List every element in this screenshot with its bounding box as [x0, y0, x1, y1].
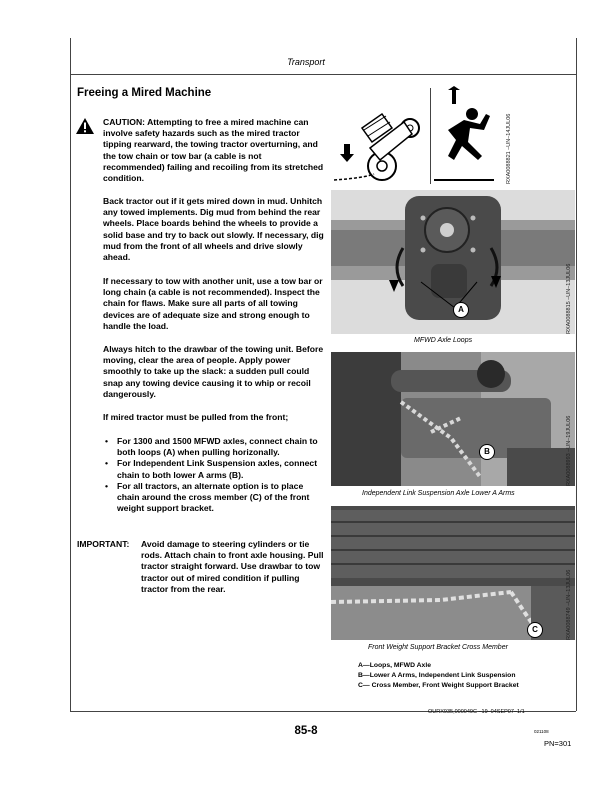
- frame-line-left-top: [70, 38, 71, 74]
- mfwd-axle-photo: [331, 190, 575, 334]
- frame-line-right-top: [576, 38, 577, 74]
- paragraph-hitch: Always hitch to the drawbar of the towing unit. Before moving, clear the area of people. Apply power smoothly to take up the slack: a sudden pull could snap any towing device causing it to whip or recoil dangerously.: [103, 344, 324, 399]
- caution-text: Attempting to free a mired machine can involve safety hazards such as the mired tractor tipping rearward, the towing tractor overturning, and the tow chain or tow bar (a cable is not recommended) failing and recoiling from its stretched condition.: [103, 117, 324, 184]
- figure-caption-bracket: Front Weight Support Bracket Cross Member: [368, 644, 508, 651]
- tipping-tractor-illustration: [334, 88, 430, 184]
- figure-legend: [358, 661, 519, 691]
- frame-line-right: [576, 74, 577, 711]
- marker-a: A: [453, 302, 469, 318]
- frame-line-left: [70, 74, 71, 711]
- list-item: • For all tractors, an alternate option is to place chain around the cross member (C) of the front weight support bracket.: [103, 481, 327, 515]
- figure-caption-ils: Independent Link Suspension Axle Lower A Arms: [362, 490, 515, 497]
- figure-code: RXA0088815 –UN–13JUL06: [566, 263, 572, 334]
- important-label: IMPORTANT:: [77, 539, 130, 549]
- list-item: • For Independent Link Suspension axles, connect chain to both lower A arms (B).: [103, 458, 327, 480]
- bullet-list: [103, 436, 327, 514]
- important-text: Avoid damage to steering cylinders or tie rods. Attach chain to front axle housing. Pull tractor straight forward. Use drawbar to tow tractor out of mired condition if pulling tractor from the rear.: [141, 539, 324, 594]
- caution-label: CAUTION:: [103, 117, 146, 127]
- pn-number: PN=301: [544, 739, 572, 748]
- legend-item: B—Lower A Arms, Independent Link Suspension: [358, 672, 516, 679]
- page-header-title: Transport: [287, 57, 325, 67]
- figure-code: RXA0088821 –UN–14JUL06: [506, 113, 512, 184]
- person-thrown-icon: [434, 86, 496, 182]
- figure-divider: [430, 88, 431, 184]
- figure-caption-mfwd: MFWD Axle Loops: [414, 337, 473, 344]
- marker-c: C: [527, 622, 543, 638]
- warning-triangle-icon: [76, 118, 94, 134]
- paragraph-tow-unit: If necessary to tow with another unit, use a tow bar or long chain (a cable is not recommended). Inspect the chain for flaws. Make sure all parts of all towing devices are of adequate size and strong enough to handle the load.: [103, 276, 323, 331]
- print-code: 021108: [534, 729, 549, 734]
- header-rule: [70, 74, 576, 75]
- section-title: Freeing a Mired Machine: [77, 87, 212, 99]
- legend-item: A—Loops, MFWD Axle: [358, 662, 432, 669]
- legend-item: C— Cross Member, Front Weight Support Bracket: [358, 682, 519, 689]
- figure-code: RXA0088749 –UN–13JUL06: [566, 569, 572, 640]
- marker-b: B: [479, 444, 495, 460]
- weight-bracket-photo: [331, 506, 575, 640]
- figure-code: RXA0088993 –UN–19JUL06: [566, 415, 572, 486]
- paragraph-pull-front: If mired tractor must be pulled from the front;: [103, 412, 289, 422]
- list-item: • For 1300 and 1500 MFWD axles, connect chain to both loops (A) when pulling horizonally.: [103, 436, 327, 458]
- document-code: OURX935,000049C –19–04SEP07–1/1: [428, 709, 525, 715]
- caution-block: [103, 117, 325, 184]
- ils-a-arms-photo: [331, 352, 575, 486]
- page-number: 85-8: [294, 725, 318, 737]
- paragraph-back-out: Back tractor out if it gets mired down in mud. Unhitch any towed implements. Dig mud from behind the rear wheels. Place boards behind the wheels to provide a solid base and try to back out slowly. If necessary, dig mud from the front of all wheels and drive slowly ahead.: [103, 196, 324, 263]
